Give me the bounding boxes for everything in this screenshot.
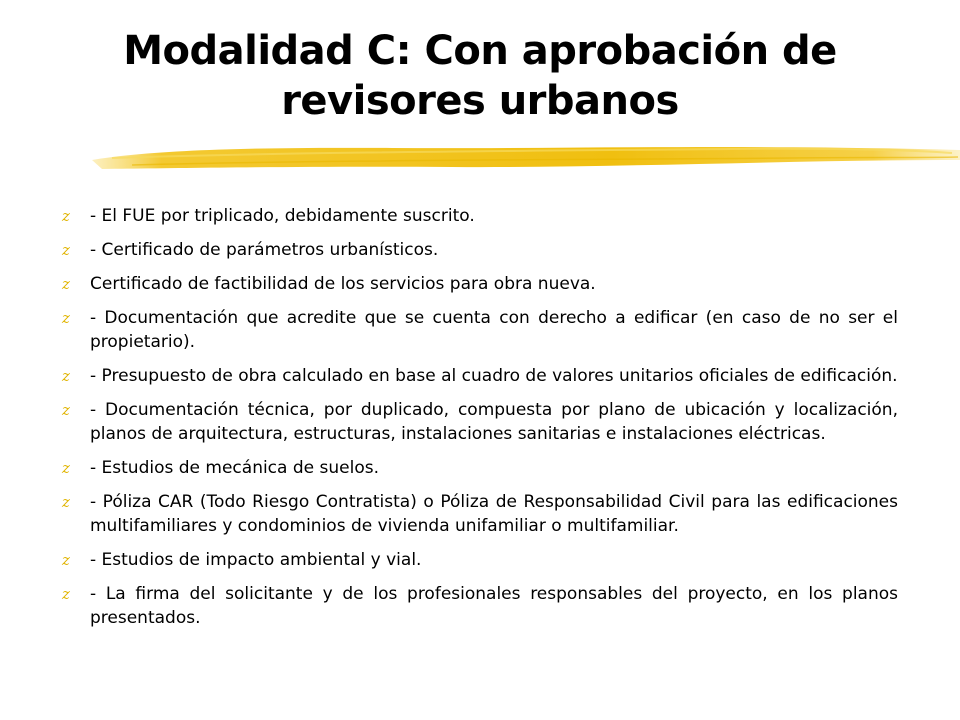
requirement-item (62, 548, 898, 572)
requirement-text: - Póliza CAR (Todo Riesgo Contratista) o Póliza de Responsabilidad Civil para las edificaciones multifamiliares y condominios de vivienda unifamiliar o multifamiliar. (90, 492, 898, 536)
bullet-icon: z (62, 241, 70, 259)
slide-title (60, 26, 900, 126)
requirement-text: - Documentación técnica, por duplicado, compuesta por plano de ubicación y localización, planos de arquitectura, estructuras, instalaciones sanitarias e instalaciones eléctricas. (90, 400, 898, 444)
bullet-icon: z (62, 275, 70, 293)
requirement-text: - Estudios de mecánica de suelos. (90, 458, 379, 478)
bullet-icon: z (62, 585, 70, 603)
requirement-text: - Certificado de parámetros urbanísticos. (90, 240, 439, 260)
requirement-item (62, 306, 898, 354)
slide-title-line-1: Modalidad C: Con aprobación de (123, 28, 837, 74)
requirement-item (62, 398, 898, 446)
requirement-item (62, 582, 898, 630)
requirement-item (62, 364, 898, 388)
requirements-list (62, 204, 898, 640)
bullet-icon: z (62, 207, 70, 225)
requirement-text: - Presupuesto de obra calculado en base al cuadro de valores unitarios oficiales de edificación. (90, 366, 898, 386)
bullet-icon: z (62, 493, 70, 511)
requirement-text: - La firma del solicitante y de los profesionales responsables del proyecto, en los planos presentados. (90, 584, 898, 628)
requirement-item (62, 204, 898, 228)
bullet-icon: z (62, 367, 70, 385)
requirement-item (62, 490, 898, 538)
slide-title-line-2: revisores urbanos (281, 78, 679, 124)
requirement-text: - Estudios de impacto ambiental y vial. (90, 550, 422, 570)
bullet-icon: z (62, 459, 70, 477)
requirement-item (62, 238, 898, 262)
requirement-item (62, 272, 898, 296)
requirement-text: - Documentación que acredite que se cuenta con derecho a edificar (en caso de no ser el propietario). (90, 308, 898, 352)
bullet-icon: z (62, 309, 70, 327)
yellow-brush-stroke-decoration (92, 138, 960, 178)
requirement-text: Certificado de factibilidad de los servicios para obra nueva. (90, 274, 596, 294)
bullet-icon: z (62, 401, 70, 419)
requirement-item (62, 456, 898, 480)
bullet-icon: z (62, 551, 70, 569)
requirement-text: - El FUE por triplicado, debidamente suscrito. (90, 206, 475, 226)
